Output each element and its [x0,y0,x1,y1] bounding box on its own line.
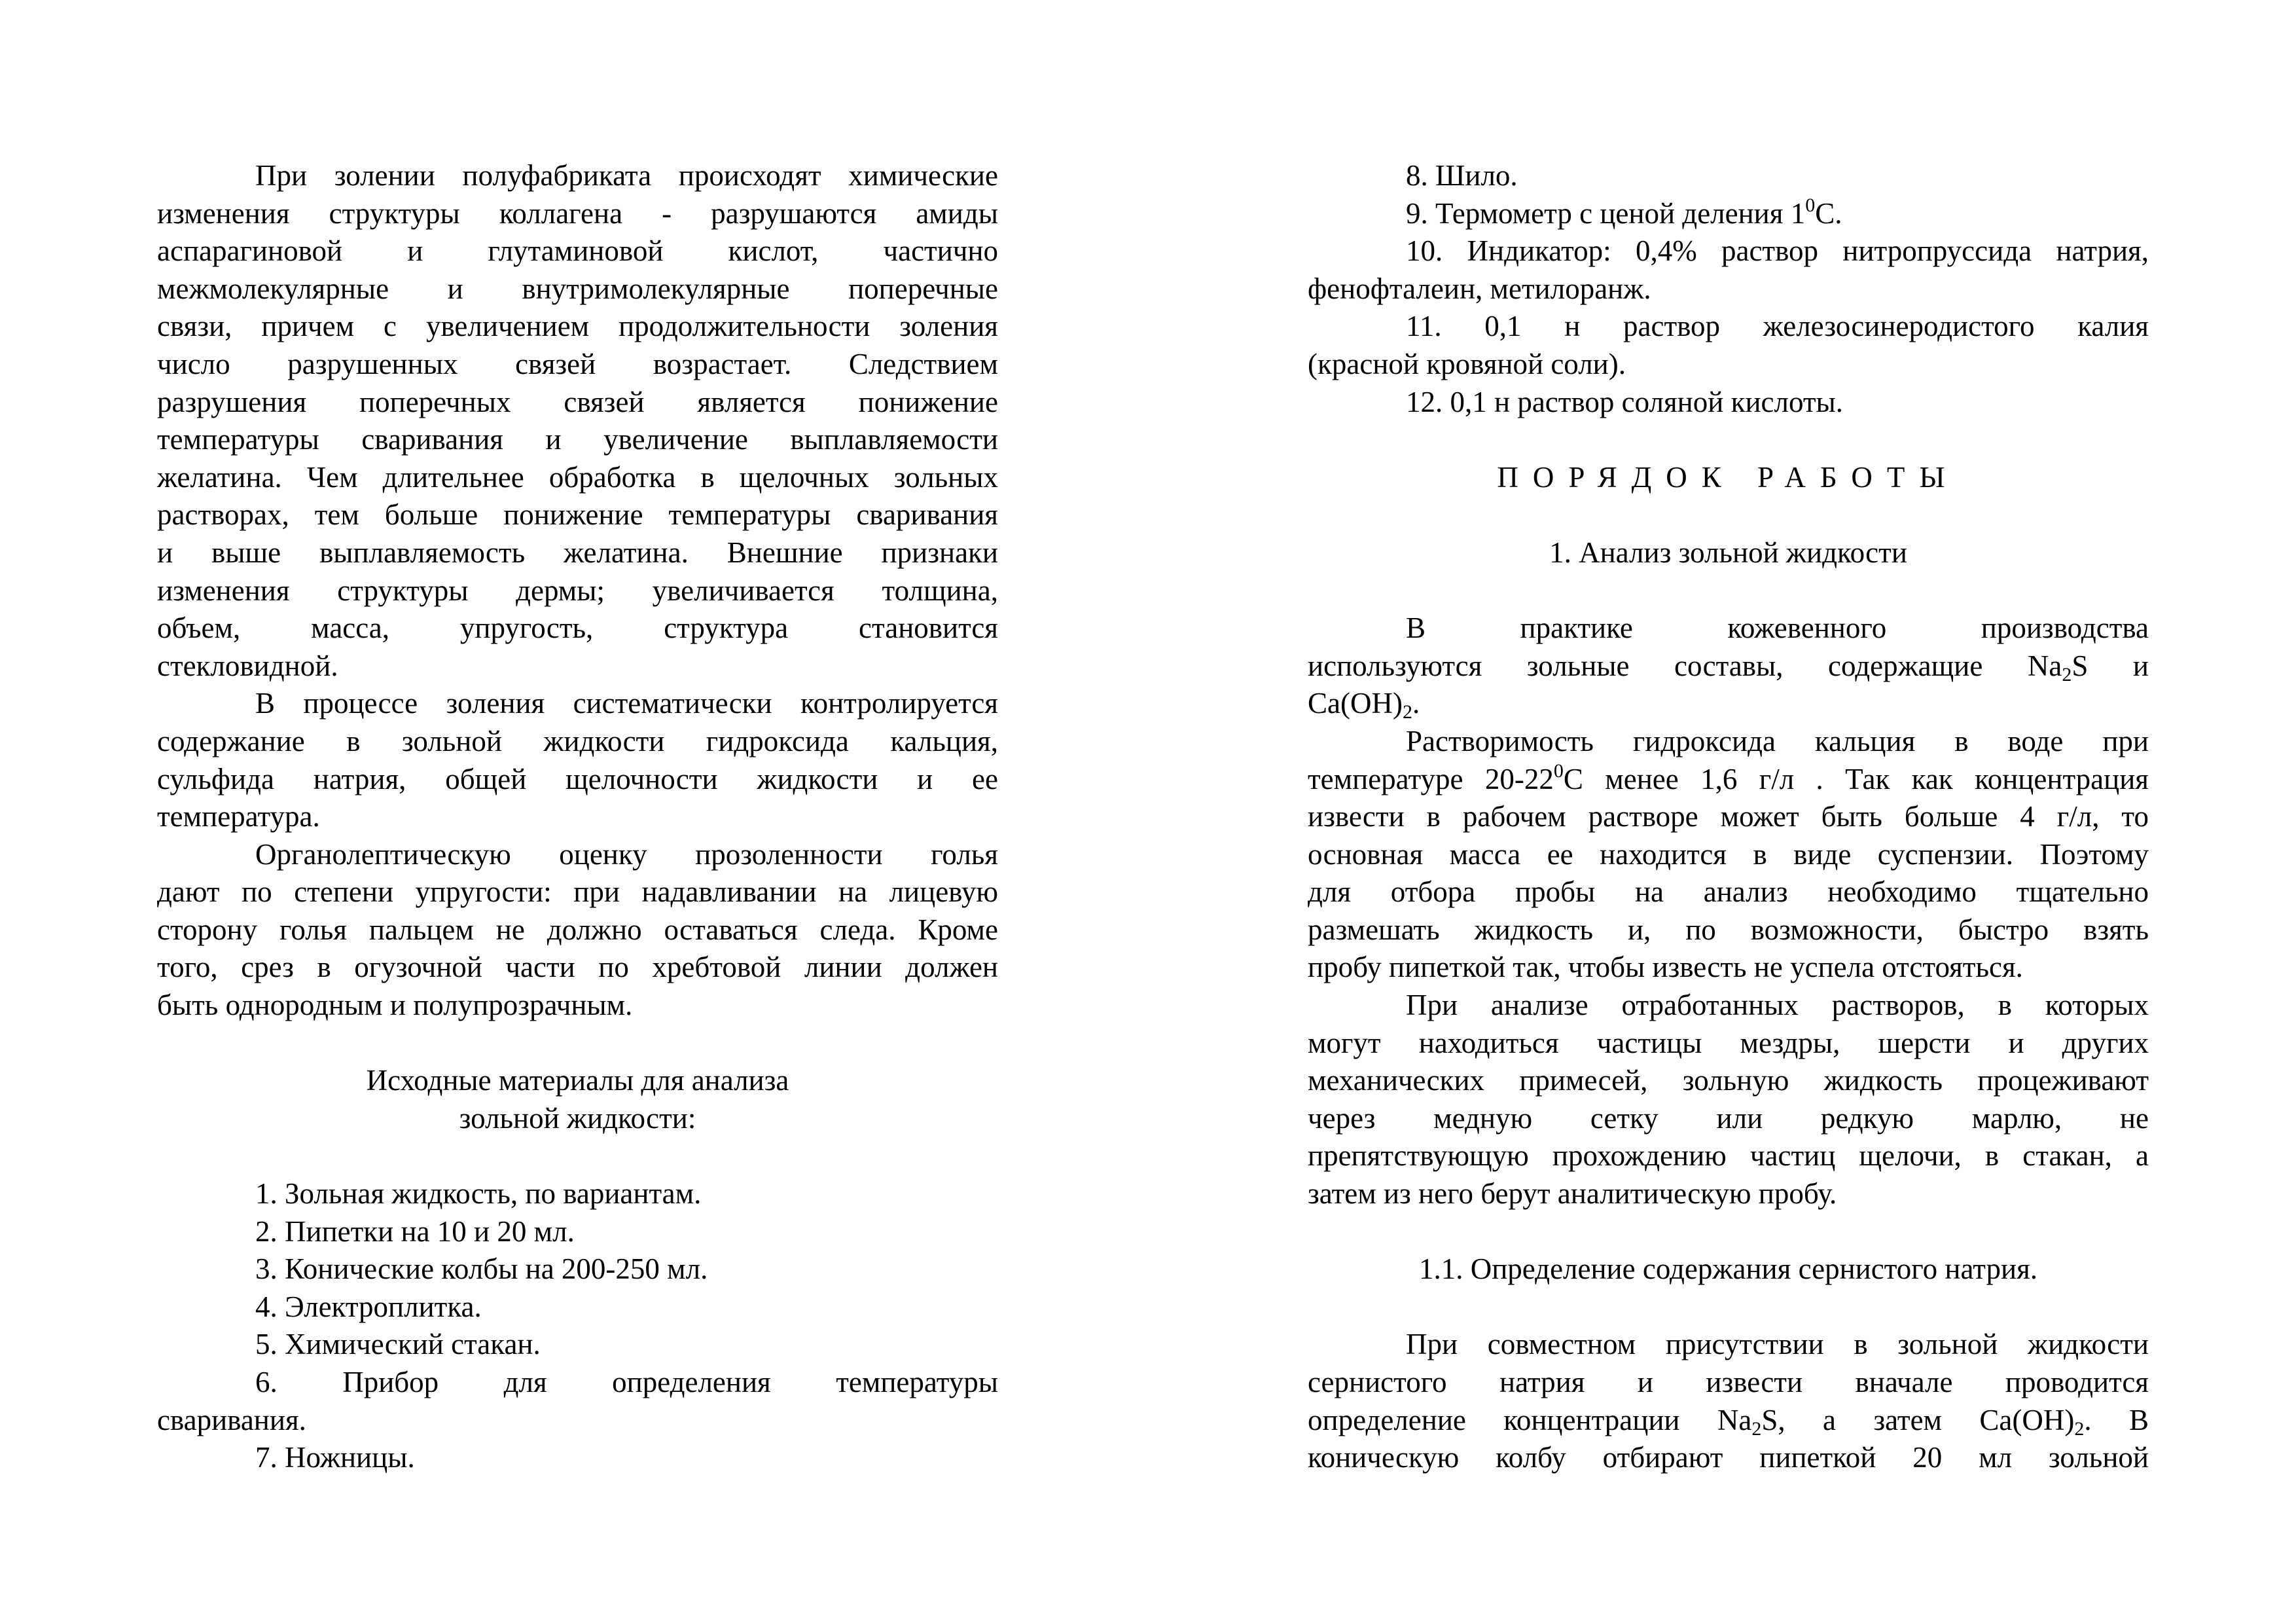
text-line: быть однородным и полупрозрачным. [157,989,633,1022]
subsection-heading: 1.1. Определение содержания сернистого натрия. [1418,1252,2038,1286]
text-line: размешать жидкость и, по возможности, быстро взять [1308,913,2149,946]
text-line: содержание в зольной жидкости гидроксида кальция, [157,724,998,757]
text-line: При золении полуфабриката происходят химические [255,159,998,192]
text-line: стекловидной. [157,649,338,682]
text-line: могут находиться частицы мездры, шерсти и других [1308,1026,2149,1059]
list-item: сваривания. [157,1403,306,1436]
list-item: 8. Шило. [1406,159,1518,192]
text-line: для отбора пробы на анализ необходимо тщательно [1308,875,2149,909]
text-line: Растворимость гидроксида кальция в воде при [1406,724,2149,757]
text-line: механических примесей, зольную жидкость процеживают [1308,1064,2149,1097]
list-item: 6. Прибор для определения температуры [255,1366,998,1398]
text-line: связи, причем с увеличением продолжительности золения [157,310,998,343]
text-line: извести в рабочем растворе может быть больше 4 г/л, то [1308,800,2149,833]
list-item: 10. Индикатор: 0,4% раствор нитропруссида натрия, [1406,234,2149,268]
text-line: используются зольные составы, содержащие $Na_2S$ и [1308,649,2149,685]
text-line: затем из него берут аналитическую пробу. [1308,1177,1837,1211]
list-item: 9. Термометр с ценой деления $1^0С$. [1406,194,1842,230]
text-line: межмолекулярные и внутримолекулярные поперечные [157,272,998,305]
text-line: Органолептическую оценку прозоленности голья [255,837,998,871]
text-line: температуры сваривания и увеличение выплавляемости [157,423,998,456]
text-line: В практике кожевенного производства [1406,611,2149,645]
list-item: 5. Химический стакан. [255,1328,541,1361]
list-item: 11. 0,1 н раствор железосинеродистого калия [1406,310,2149,343]
left-column [157,157,998,1477]
list-item: 12. 0,1 н раствор соляной кислоты. [1406,385,1844,418]
text-line: объем, масса, упругость, структура становится [157,611,998,645]
text-line: желатина. Чем длительнее обработка в щелочных зольных [157,460,998,494]
subsection-heading: 1. Анализ зольной жидкости [1549,536,1907,569]
text-line: того, срез в огузочной части по хребтовой линии должен [157,951,998,984]
list-item: 1. Зольная жидкость, по вариантам. [255,1177,702,1211]
text-line: препятствующую прохождению частиц щелочи, в стакан, а [1308,1139,2149,1173]
text-line: пробу пипеткой так, чтобы известь не успела отстояться. [1308,951,2023,984]
text-line: температура. [157,800,320,833]
text-line: основная масса ее находится в виде суспензии. Поэтому [1308,837,2149,871]
section-title: Исходные материалы для анализа [366,1064,789,1097]
text-line: изменения структуры дермы; увеличивается толщина, [157,574,998,607]
text-line: число разрушенных связей возрастает. Следствием [157,347,998,380]
text-line: изменения структуры коллагена - разрушаются амиды [157,196,998,230]
list-item: 7. Ножницы. [255,1441,415,1474]
list-item: 2. Пипетки на 10 и 20 мл. [255,1214,575,1248]
text-line: $Ca(OH)_2$. [1308,687,1420,723]
text-line: В процессе золения систематически контролируется [255,687,998,720]
list-item: (красной кровяной соли). [1308,347,1626,380]
text-line: сульфида натрия, общей щелочности жидкости и ее [157,762,998,795]
list-item: 3. Конические колбы на 200-250 мл. [255,1252,708,1286]
text-line: определение концентрации $Na_2S$, а затем $Ca(OH)_2$. В [1308,1403,2149,1440]
text-line: сторону голья пальцем не должно оставаться следа. Кроме [157,913,998,946]
text-line: разрушения поперечных связей является понижение [157,385,998,418]
text-line: При анализе отработанных растворов, в которых [1406,989,2149,1022]
right-column [1308,157,2149,1477]
list-item: 4. Электроплитка. [255,1290,482,1323]
text-line: через медную сетку или редкую марлю, не [1308,1101,2149,1135]
text-line: температуре $20-22^0С$ менее 1,6 г/л . Так как концентрация [1308,759,2149,795]
list-item: фенофталеин, метилоранж. [1308,272,1651,305]
text-line: растворах, тем больше понижение температуры сваривания [157,498,998,532]
text-line: При совместном присутствии в зольной жидкости [1406,1328,2149,1361]
text-line: и выше выплавляемость желатина. Внешние признаки [157,536,998,569]
text-line: коническую колбу отбирают пипеткой 20 мл зольной [1308,1441,2149,1474]
text-line: сернистого натрия и извести вначале проводится [1308,1366,2149,1398]
text-line: дают по степени упругости: при надавливании на лицевую [157,875,998,909]
section-heading: ПОРЯДОК РАБОТЫ [1497,460,1960,494]
section-title: зольной жидкости: [459,1101,696,1135]
text-line: аспарагиновой и глутаминовой кислот, частично [157,234,998,268]
